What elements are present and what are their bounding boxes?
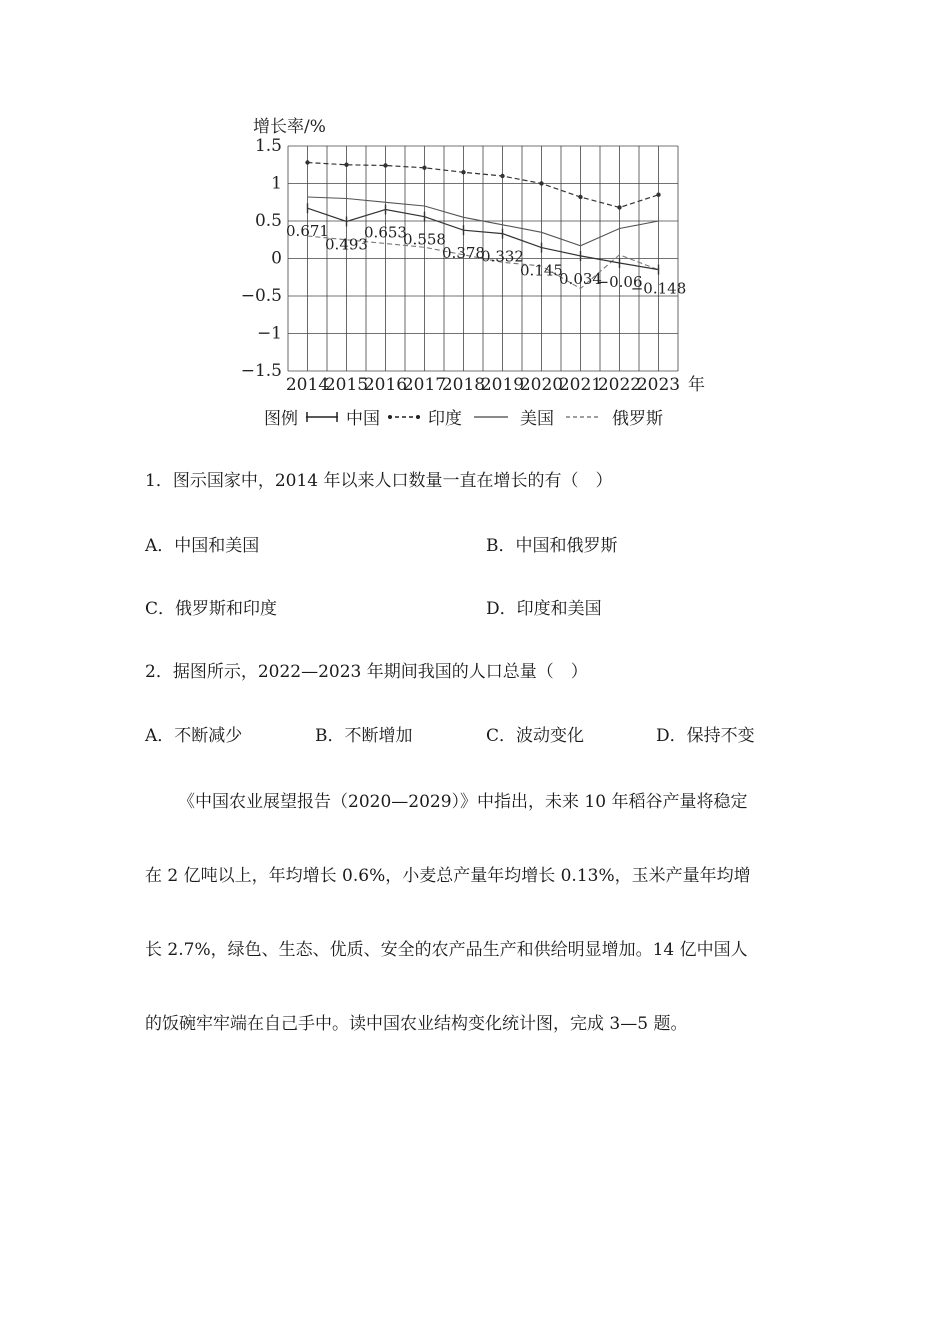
series-india-point <box>344 163 348 167</box>
y-tick-label: −1.5 <box>240 361 282 381</box>
question-2-option-d[interactable]: D．保持不变 <box>656 726 755 746</box>
x-tick-label: 2017 <box>402 375 447 395</box>
population-growth-chart <box>240 108 715 438</box>
series-india-point <box>305 160 309 164</box>
series-china-data-label: 0.378 <box>442 244 485 263</box>
series-india-point <box>578 195 582 199</box>
series-china-data-label: 0.034 <box>559 269 602 288</box>
legend-russia-symbol <box>560 411 606 423</box>
series-india-point <box>500 174 504 178</box>
x-axis-label: 年 <box>688 375 705 395</box>
chart-svg <box>240 108 715 408</box>
x-tick-label: 2015 <box>324 375 369 395</box>
passage-line-4: 的饭碗牢牢端在自己手中。读中国农业结构变化统计图，完成 3—5 题。 <box>145 1014 688 1034</box>
legend-china-symbol <box>304 411 340 423</box>
series-china-data-label: −0.148 <box>630 279 687 298</box>
y-tick-label: 0 <box>271 248 282 269</box>
x-tick-label: 2023 <box>636 375 681 395</box>
legend-usa-symbol <box>468 411 514 423</box>
passage-line-1: 《中国农业展望报告（2020—2029）》中指出，未来 10 年稻谷产量将稳定 <box>178 792 748 812</box>
question-1-option-a[interactable]: A．中国和美国 <box>145 536 260 556</box>
question-1-option-b[interactable]: B．中国和俄罗斯 <box>486 536 618 556</box>
passage-line-3: 长 2.7%，绿色、生态、优质、安全的农产品生产和供给明显增加。14 亿中国人 <box>145 940 748 960</box>
legend-china-label: 中国 <box>346 409 380 429</box>
x-tick-label: 2018 <box>441 375 486 395</box>
series-china-data-label: 0.332 <box>481 247 524 266</box>
question-2-option-c[interactable]: C．波动变化 <box>486 726 585 746</box>
series-india-point <box>656 193 660 197</box>
series-india-point <box>422 166 426 170</box>
series-india-point <box>617 205 621 209</box>
legend-usa-label: 美国 <box>520 409 554 429</box>
y-tick-label: 1.5 <box>254 136 282 156</box>
series-china-data-label: 0.653 <box>364 223 407 242</box>
y-tick-label: −1 <box>256 323 282 344</box>
question-2-option-b[interactable]: B．不断增加 <box>315 726 413 746</box>
series-china-data-label: 0.558 <box>403 230 446 249</box>
x-tick-label: 2021 <box>558 375 603 395</box>
passage-line-2: 在 2 亿吨以上，年均增长 0.6%，小麦总产量年均增长 0.13%，玉米产量年均增 <box>145 866 751 886</box>
series-china-data-label: 0.493 <box>325 235 368 254</box>
y-axis-label: 增长率/% <box>253 117 326 137</box>
chart-legend <box>264 404 663 429</box>
legend-russia-label: 俄罗斯 <box>612 409 663 429</box>
series-china-data-label: 0.671 <box>286 222 329 241</box>
legend-title: 图例 <box>264 409 298 429</box>
y-tick-label: 1 <box>271 173 282 194</box>
series-china-data-label: −0.06 <box>596 273 643 291</box>
y-tick-label: −0.5 <box>240 286 282 306</box>
series-india-point <box>539 181 543 185</box>
question-1-stem: 1．图示国家中，2014 年以来人口数量一直在增长的有（ ） <box>145 471 613 491</box>
series-china-data-label: 0.145 <box>520 261 563 280</box>
x-tick-label: 2016 <box>363 375 408 395</box>
question-1-option-d[interactable]: D．印度和美国 <box>486 599 602 619</box>
x-tick-label: 2019 <box>480 375 525 395</box>
legend-india-label: 印度 <box>428 409 462 429</box>
x-tick-label: 2020 <box>519 375 564 395</box>
y-tick-label: 0.5 <box>254 211 282 231</box>
x-tick-label: 2022 <box>597 375 642 395</box>
series-india-point <box>461 170 465 174</box>
question-2-stem: 2．据图所示，2022—2023 年期间我国的人口总量（ ） <box>145 662 588 682</box>
x-tick-label: 2014 <box>285 375 330 395</box>
question-1-option-c[interactable]: C．俄罗斯和印度 <box>145 599 278 619</box>
legend-india-symbol <box>386 411 422 423</box>
question-2-option-a[interactable]: A．不断减少 <box>145 726 243 746</box>
series-india-point <box>383 163 387 167</box>
